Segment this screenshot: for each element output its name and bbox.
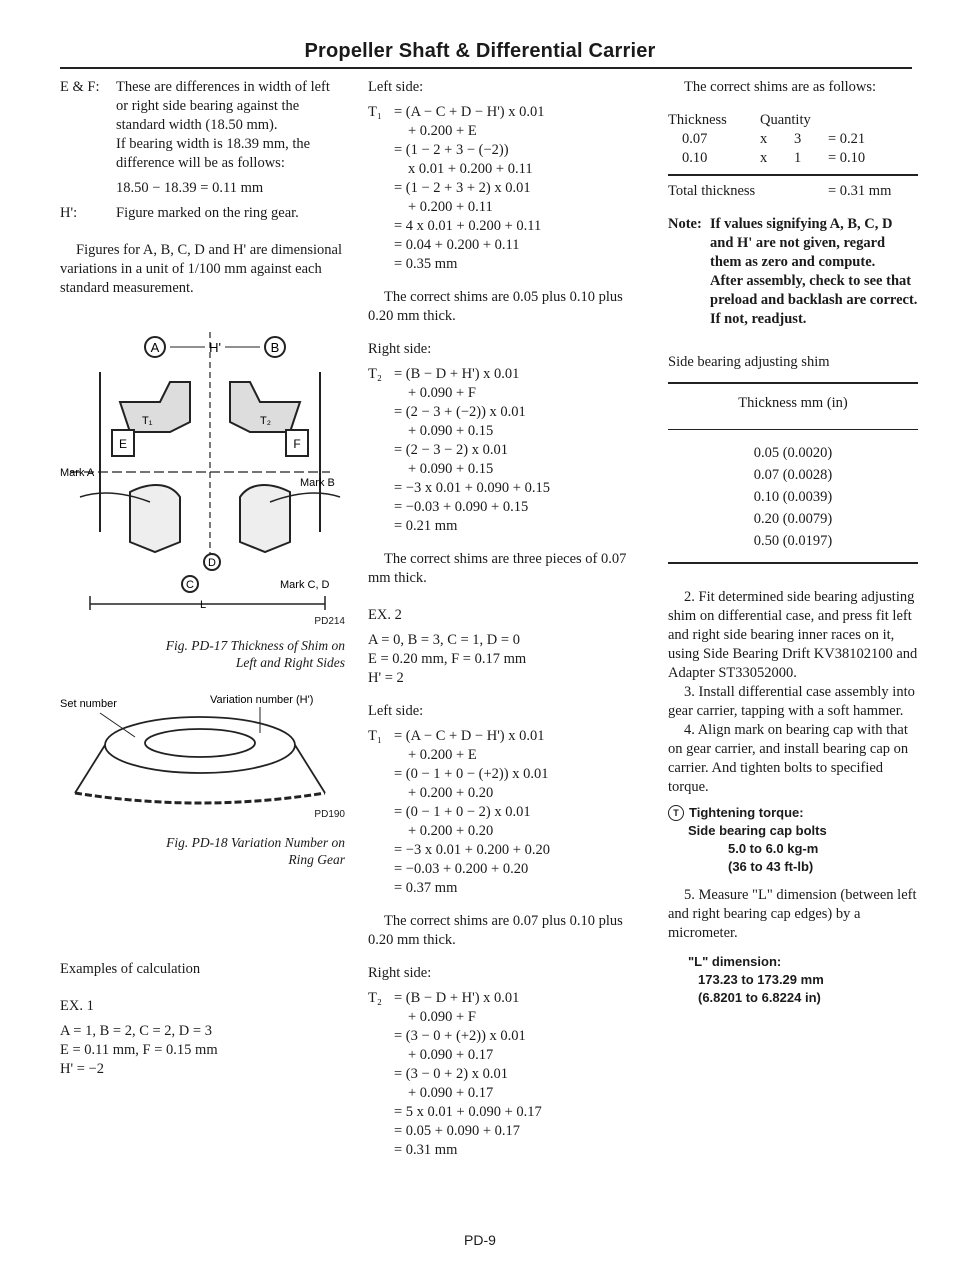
shim-header-quantity: Quantity	[760, 112, 811, 128]
fig17-label-l: L	[200, 599, 207, 611]
fig17-label-f: F	[293, 437, 301, 451]
note-line-2: After assembly, check to see that preload and backlash are correct.	[710, 272, 918, 308]
torque-wrench-icon: T	[668, 805, 684, 821]
step-4: 4. Align mark on bearing cap with that on gear carrier, and install bearing cap on carrier. And tighten bolts to specified torque.	[668, 722, 909, 795]
shim-total-row	[668, 182, 918, 201]
shim-total-value: = 0.31 mm	[828, 182, 892, 199]
fig18-id: PD190	[314, 809, 345, 820]
figure-pd18	[60, 693, 345, 805]
torque-label: Tightening torque:	[689, 805, 804, 820]
ex1-title: EX. 1	[60, 998, 94, 1014]
examples-heading: Examples of calculation	[60, 961, 201, 977]
header-rule	[60, 67, 912, 69]
fig18-caption-1: Fig. PD-18 Variation Number on	[166, 835, 345, 850]
note-line-1: If values signifying A, B, C, D and H' are not given, regard them as zero and compute.	[710, 215, 893, 270]
desc-ef-text: These are differences in width of left or right side bearing against the standard width (18.50 mm).	[116, 79, 330, 133]
list-item: 0.07 (0.0028)	[753, 467, 833, 483]
ex2-line-1: A = 0, B = 3, C = 1, D = 0	[368, 632, 520, 648]
ex1-left-side-label: Left side:	[368, 79, 424, 95]
fig17-label-t1: T₁	[142, 415, 153, 427]
side-shim-mid-rule	[668, 429, 918, 431]
fig17-label-mark-a: Mark A	[60, 467, 95, 479]
ex1-line-2: E = 0.11 mm, F = 0.15 mm	[60, 1042, 218, 1058]
ex2-left-side-label: Left side:	[368, 703, 424, 719]
step-3: 3. Install differential case assembly into gear carrier, tapping with a soft hammer.	[668, 684, 915, 719]
ex1-left-equation: T₁ = (A − C + D − H') x 0.01 + 0.200 + E = (1 − 2 + 3 − (−2)) x 0.01 + 0.200 + 0.11 = (1 − 2 + 3 + 2) x 0.01 + 0.200 + 0.11 = 4 x 0.01 + 0.200 + 0.11 = 0.04 + 0.200 + 0.11 = 0.35 mm	[368, 104, 545, 272]
column-right	[668, 78, 918, 1007]
page-number: PD-9	[464, 1232, 496, 1248]
page-header: Propeller Shaft & Differential Carrier	[304, 40, 656, 62]
ex1-right-note: The correct shims are three pieces of 0.07 mm thick.	[368, 551, 627, 586]
ex1-right-equation: T₂ = (B − D + H') x 0.01 + 0.090 + F = (2 − 3 + (−2)) x 0.01 + 0.090 + 0.15 = (2 − 3 − 2) x 0.01 + 0.090 + 0.15 = −3 x 0.01 + 0.090 + 0.15 = −0.03 + 0.090 + 0.15 = 0.21 mm	[368, 366, 550, 534]
ex1-right-side-label: Right side:	[368, 341, 432, 357]
column-left	[60, 78, 345, 1079]
shim-calc-table	[668, 111, 865, 168]
list-item: 0.05 (0.0020)	[753, 445, 833, 461]
fig17-label-e: E	[118, 437, 128, 451]
fig17-label-t2: T₂	[260, 415, 271, 427]
ef-equation: 18.50 − 18.39 = 0.11 mm	[116, 180, 264, 196]
fig17-label-mark-b: Mark B	[300, 477, 335, 489]
figure-pd17	[60, 312, 345, 612]
torque-spec	[668, 822, 918, 876]
note-label: Note:	[668, 215, 702, 232]
fig17-drawing	[70, 332, 340, 610]
table-row: 0.07 x 3 = 0.21	[682, 131, 866, 147]
t1-symbol: T₁	[368, 104, 382, 120]
torque-line-1: Side bearing cap bolts	[688, 823, 827, 838]
desc-ef-text2: If bearing width is 18.39 mm, the difference will be as follows:	[116, 136, 311, 171]
fig18-variation-number: Variation number (H')	[210, 694, 314, 706]
ex2-left-note: The correct shims are 0.07 plus 0.10 plus 0.20 mm thick.	[368, 913, 623, 948]
note-line-3: If not, readjust.	[710, 310, 807, 327]
ex2-line-3: H' = 2	[368, 670, 404, 686]
term-ef: E & F:	[60, 79, 100, 95]
list-item: 0.10 (0.0039)	[753, 489, 833, 505]
desc-ef	[116, 78, 345, 173]
l-dimension-spec	[668, 953, 918, 1007]
ex1-line-3: H' = −2	[60, 1061, 104, 1077]
ex2-right-side-label: Right side:	[368, 965, 432, 981]
shim-table-divider	[668, 174, 918, 176]
fig18-set-number: Set number	[60, 698, 117, 710]
ex2-left-equation: T₁ = (A − C + D − H') x 0.01 + 0.200 + E = (0 − 1 + 0 − (+2)) x 0.01 + 0.200 + 0.20 = (0 − 1 + 0 − 2) x 0.01 + 0.200 + 0.20 = −3 x 0.01 + 0.200 + 0.20 = −0.03 + 0.200 + 0.20 = 0.37 mm	[368, 728, 550, 896]
side-shim-title: Side bearing adjusting shim	[668, 353, 830, 370]
fig17-id: PD214	[314, 616, 345, 627]
table-row: 0.10 x 1 = 0.10	[682, 150, 866, 166]
torque-heading	[668, 803, 918, 822]
l-dimension-line-1: 173.23 to 173.29 mm	[698, 972, 824, 987]
fig17-label-mark-cd: Mark C, D	[280, 579, 330, 591]
fig17-label-h: H'	[209, 340, 221, 355]
l-dimension-label: "L" dimension:	[688, 954, 782, 969]
fig17-label-d: D	[208, 557, 216, 569]
desc-h: Figure marked on the ring gear.	[116, 205, 299, 221]
ex2-line-2: E = 0.20 mm, F = 0.17 mm	[368, 651, 527, 667]
column-middle	[368, 78, 638, 1160]
shims-intro: The correct shims are as follows:	[684, 79, 877, 95]
fig18-ring-gear	[75, 707, 325, 803]
step-2: 2. Fit determined side bearing adjusting shim on differential case, and press fit left and right side bearing inner races on it, using Side Bearing Drift KV38102100 and Adapter ST33052000.	[668, 589, 918, 681]
l-dimension-line-2: (6.8201 to 6.8224 in)	[698, 990, 821, 1005]
fig17-caption-2: Left and Right Sides	[235, 655, 345, 670]
figures-paragraph: Figures for A, B, C, D and H' are dimensional variations in a unit of 1/100 mm against each standard measurement.	[60, 242, 342, 296]
fig18-caption-2: Ring Gear	[288, 852, 345, 867]
torque-line-2: 5.0 to 6.0 kg-m	[728, 841, 819, 856]
ex1-line-1: A = 1, B = 2, C = 2, D = 3	[60, 1023, 212, 1039]
t2-symbol: T₂	[368, 366, 382, 382]
definition-list	[60, 78, 345, 223]
step-5: 5. Measure "L" dimension (between left and right bearing cap edges) by a micrometer.	[668, 887, 917, 941]
ex1-left-note: The correct shims are 0.05 plus 0.10 plus 0.20 mm thick.	[368, 289, 623, 324]
list-item: 0.50 (0.0197)	[753, 533, 833, 549]
shim-total-label: Total thickness	[668, 182, 756, 199]
side-shim-list	[668, 442, 918, 552]
ex2-right-equation: T₂ = (B − D + H') x 0.01 + 0.090 + F = (3 − 0 + (+2)) x 0.01 + 0.090 + 0.17 = (3 − 0 + 2) x 0.01 + 0.090 + 0.17 = 5 x 0.01 + 0.090 + 0.17 = 0.05 + 0.090 + 0.17 = 0.31 mm	[368, 990, 542, 1158]
fig17-label-b: B	[270, 340, 280, 355]
list-item: 0.20 (0.0079)	[753, 511, 833, 527]
fig17-caption-1: Fig. PD-17 Thickness of Shim on	[165, 638, 345, 653]
fig17-label-c: C	[186, 579, 194, 591]
note-block	[668, 215, 918, 329]
ex2-title: EX. 2	[368, 607, 402, 623]
fig17-label-a: A	[150, 340, 160, 355]
shim-header-thickness: Thickness	[668, 112, 727, 128]
side-shim-header: Thickness mm (in)	[738, 394, 848, 411]
term-h: H':	[60, 205, 78, 221]
torque-line-3: (36 to 43 ft-lb)	[728, 859, 814, 874]
